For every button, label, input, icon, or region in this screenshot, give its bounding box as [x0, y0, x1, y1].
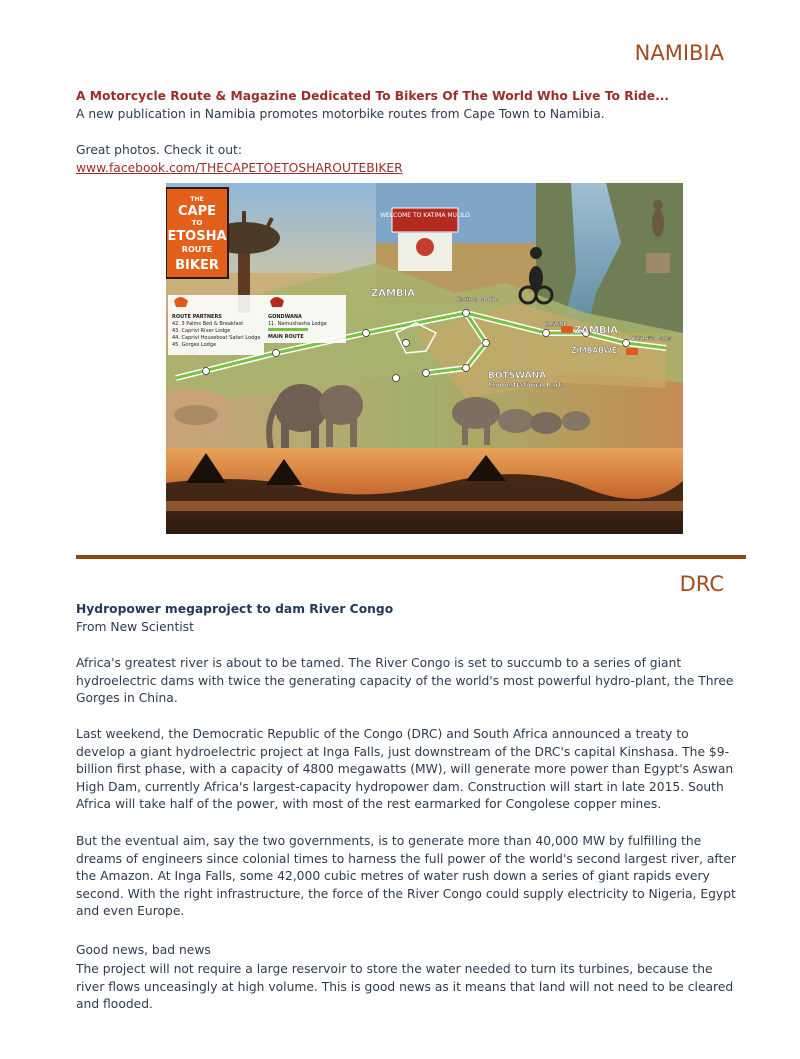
partners-legend-item: 42. 3 Palms Bed & Breakfast	[172, 321, 244, 327]
map-label-kasane: KASANE	[544, 322, 567, 328]
drc-paragraph: The project will not require a large reservoir to store the water needed to turn its turbines, because the river flows unceasingly at high volume. This is good news as it means that land will not need to be cleared and flooded.	[76, 962, 734, 1012]
gondwana-legend-item: 11. Namushasha Lodge	[268, 321, 327, 327]
logo-line: ROUTE	[181, 245, 213, 254]
map-label-chobe: Chobe National Park	[488, 381, 563, 389]
logo-line: CAPE	[177, 204, 217, 219]
partners-legend-title: ROUTE PARTNERS	[172, 314, 222, 320]
drc-heading: DRC	[679, 572, 724, 596]
sign-text: WELCOME TO KATIMA MULILO	[380, 212, 470, 219]
map-label-katima: Katima Mulilo	[456, 297, 499, 303]
namibia-heading: NAMIBIA	[634, 41, 724, 65]
partners-legend-item: 45. Gorges Lodge	[172, 342, 217, 348]
main-route-legend: MAIN ROUTE	[268, 334, 304, 340]
drc-paragraph: Last weekend, the Democratic Republic of the Congo (DRC) and South Africa announced a treaty to develop a giant hydroelectric project at Inga Falls, just downstream of the DRC's capital Kinshasa. The $9-billion first phase, with a capacity of 4800 megawatts (MW), will generate more power than Egypt's Aswan High Dam, currently Africa's largest-capacity hydropower dam. Construction will start in late 2015. South Africa will take half of the power, with most of the rest earmarked for Congolese copper mines.	[76, 727, 734, 812]
map-label-zambia-west: ZAMBIA	[371, 288, 416, 299]
drc-paragraph: But the eventual aim, say the two governments, is to generate more than 40,000 MW by fulfilling the dreams of engineers since colonial times to harness the full power of the world's second largest river, after the Amazon. At Inga Falls, some 42,000 cubic metres of water rush down a series of giant rapids every second. With the right infrastructure, the force of the River Congo could supply electricity to Nigeria, Egypt and even Europe.	[76, 834, 736, 919]
map-label-zambia-east: ZAMBIA	[574, 325, 619, 336]
namibia-article-title: A Motorcycle Route & Magazine Dedicated To Bikers Of The World Who Live To Ride...	[76, 89, 670, 103]
facebook-link[interactable]: www.facebook.com/THECAPETOETOSHAROUTEBIKER	[76, 161, 403, 175]
map-label-botswana: BOTSWANA	[488, 371, 547, 381]
drc-paragraph: Africa's greatest river is about to be tamed. The River Congo is set to succumb to a series of giant hydroelectric dams with twice the generating capacity of the world's most powerful hydro-plant, the Three Gorges in China.	[76, 656, 734, 706]
drc-subhead: Good news, bad news	[76, 943, 211, 957]
map-label-zimbabwe: ZIMBABWE	[571, 346, 617, 355]
logo-line: BIKER	[175, 258, 219, 273]
gondwana-legend-title: GONDWANA	[268, 314, 302, 320]
section-divider	[76, 555, 746, 559]
partners-legend-item: 43. Caprivi River Lodge	[172, 328, 231, 334]
namibia-subtitle: A new publication in Namibia promotes motorbike routes from Cape Town to Namibia.	[76, 107, 605, 121]
route-collage-image	[166, 183, 683, 534]
partners-legend-item: 44. Caprivi Houseboat Safari Lodge	[172, 335, 261, 341]
logo-line: TO	[191, 219, 203, 227]
logo-line: THE	[190, 196, 204, 203]
map-label-victoria: Victoria Falls	[631, 336, 672, 342]
drc-article-title: Hydropower megaproject to dam River Congo	[76, 602, 394, 616]
namibia-photos-text: Great photos. Check it out:	[76, 143, 243, 157]
logo-line: ETOSHA	[167, 229, 227, 244]
drc-source: From New Scientist	[76, 620, 194, 634]
